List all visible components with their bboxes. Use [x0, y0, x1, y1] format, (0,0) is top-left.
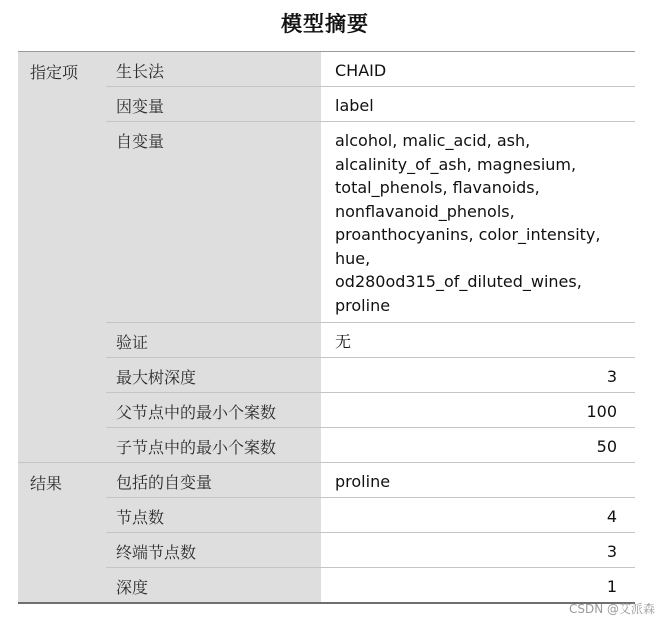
variable-line: alcalinity_of_ash, magnesium, [335, 154, 577, 174]
row-label-min-cases-child: 子节点中的最小个案数 [106, 428, 321, 462]
row-value-depth: 1 [606, 577, 617, 596]
row-label-terminal-node-count: 终端节点数 [106, 533, 321, 567]
table-title: 模型摘要 [281, 11, 369, 36]
row-label-min-cases-parent: 父节点中的最小个案数 [106, 393, 321, 427]
table-row [106, 393, 635, 428]
row-label-independent-variables: 自变量 [106, 122, 321, 322]
row-value-min-cases-child: 50 [596, 437, 617, 456]
row-value-min-cases-parent: 100 [586, 402, 617, 421]
table-row [106, 498, 635, 533]
row-value-validation: 无 [335, 332, 352, 351]
table-row [106, 87, 635, 122]
variable-line: total_phenols, flavanoids, [335, 178, 540, 197]
variable-line: proline [335, 295, 391, 315]
row-value-included-variables: proline [335, 472, 391, 491]
variable-line: proanthocyanins, color_intensity, [335, 225, 601, 244]
row-value-node-count: 4 [606, 507, 617, 526]
row-value-independent-variables [321, 122, 635, 322]
row-label-node-count: 节点数 [106, 498, 321, 532]
group-label-results: 结果 [18, 463, 106, 602]
group-label-specifications: 指定项 [18, 52, 106, 462]
table-row [106, 52, 635, 87]
variable-line: hue, [335, 248, 371, 268]
table-row [106, 463, 635, 498]
table-row [106, 122, 635, 323]
table-row [106, 358, 635, 393]
table-row [106, 533, 635, 568]
table-row [106, 568, 635, 602]
row-label-dependent-variable: 因变量 [106, 87, 321, 121]
row-value-max-tree-depth: 3 [606, 367, 617, 386]
group-rows [106, 463, 635, 602]
row-label-max-tree-depth: 最大树深度 [106, 358, 321, 392]
row-value-terminal-node-count: 3 [606, 542, 617, 561]
group-rows [106, 52, 635, 462]
row-value-growing-method: CHAID [335, 61, 387, 80]
row-label-growing-method: 生长法 [106, 52, 321, 86]
variable-line: alcohol, malic_acid, ash, [335, 131, 531, 150]
row-label-depth: 深度 [106, 568, 321, 602]
variable-line: nonflavanoid_phenols, [335, 201, 515, 221]
watermark-text: CSDN @艾派森 [568, 602, 655, 616]
model-summary-table [18, 51, 635, 604]
table-row [106, 323, 635, 358]
row-label-validation: 验证 [106, 323, 321, 357]
row-label-included-variables: 包括的自变量 [106, 463, 321, 497]
group-specifications [18, 52, 635, 463]
group-results [18, 463, 635, 604]
row-value-dependent-variable: label [335, 96, 374, 115]
table-row [106, 428, 635, 462]
variable-line: od280od315_of_diluted_wines, [335, 272, 582, 291]
